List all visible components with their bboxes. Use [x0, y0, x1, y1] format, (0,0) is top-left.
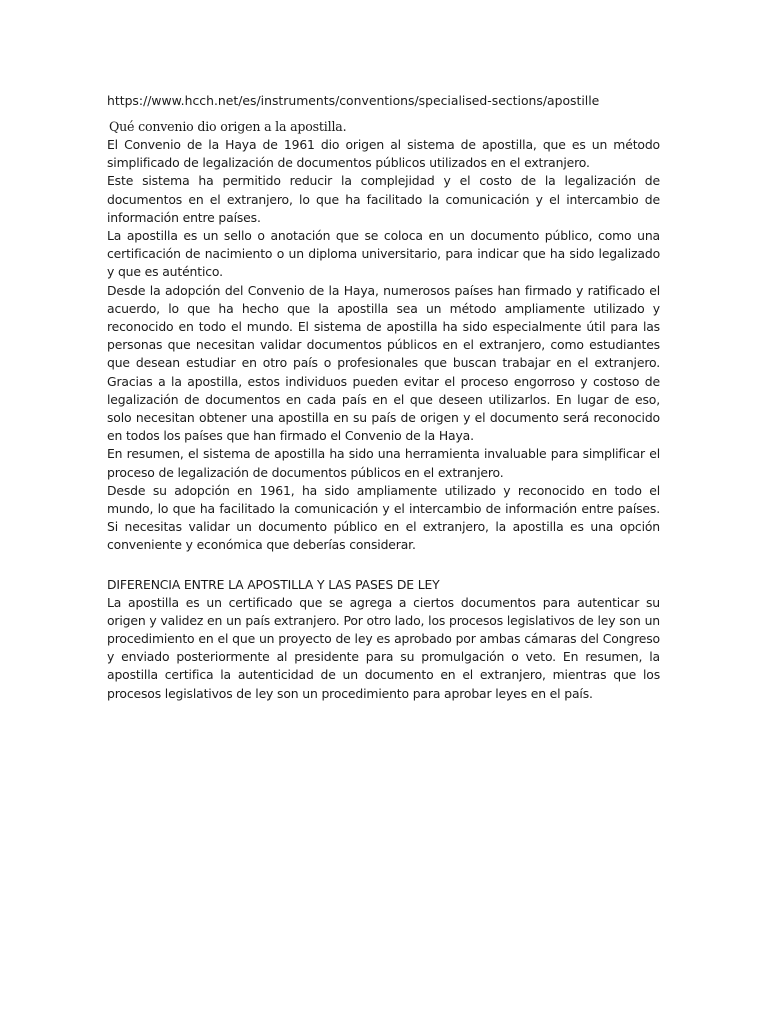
document-page [107, 92, 660, 703]
section-heading: DIFERENCIA ENTRE LA APOSTILLA Y LAS PASES DE LEY [107, 576, 440, 592]
paragraph-conclusion: Desde su adopción en 1961, ha sido ampliamente utilizado y reconocido en todo el mundo, lo que ha facilitado la comunicación y el intercambio de información entre países. Si necesitas validar un documento público en el extranjero, la apostilla es una opción conveniente y económica que deberías considerar. [107, 482, 660, 553]
question-heading: Qué convenio dio origen a la apostilla. [109, 119, 347, 134]
paragraph-definition: La apostilla es un sello o anotación que se coloca en un documento público, como una certificación de nacimiento o un diploma universitario, para indicar que ha sido legalizado y que es auténtico. [107, 228, 660, 280]
source-url: https://www.hcch.net/es/instruments/conventions/specialised-sections/apostille [107, 93, 600, 108]
paragraph-origin: El Convenio de la Haya de 1961 dio origen al sistema de apostilla, que es un método simplificado de legalización de documentos públicos utilizados en el extranjero. [107, 137, 660, 171]
paragraph-summary: En resumen, el sistema de apostilla ha sido una herramienta invaluable para simplificar el proceso de legalización de documentos públicos en el extranjero. [107, 446, 660, 480]
paragraph-adoption: Desde la adopción del Convenio de la Haya, numerosos países han firmado y ratificado el acuerdo, lo que ha hecho que la apostilla sea un método ampliamente utilizado y reconocido en todo el mundo. El sistema de apostilla ha sido especialmente útil para las personas que necesitan validar documentos públicos en el extranjero, como estudiantes que desean estudiar en otro país o profesionales que buscan trabajar en el extranjero. Gracias a la apostilla, estos individuos pueden evitar el proceso engorroso y costoso de legalización de documentos en cada país en el que deseen utilizarlos. En lugar de eso, solo necesitan obtener una apostilla en su país de origen y el documento será reconocido en todos los países que han firmado el Convenio de la Haya. [107, 282, 660, 444]
paragraph-difference: La apostilla es un certificado que se agrega a ciertos documentos para autenticar su origen y validez en un país extranjero. Por otro lado, los procesos legislativos de ley son un procedimiento en el que un proyecto de ley es aprobado por ambas cámaras del Congreso y enviado posteriormente al presidente para su promulgación o veto. En resumen, la apostilla certifica la autenticidad de un documento en el extranjero, mientras que los procesos legislativos de ley son un procedimiento para aprobar leyes en el país. [107, 594, 660, 701]
paragraph-benefits: Este sistema ha permitido reducir la complejidad y el costo de la legalización de documentos en el extranjero, lo que ha facilitado la comunicación y el intercambio de información entre países. [107, 173, 660, 225]
